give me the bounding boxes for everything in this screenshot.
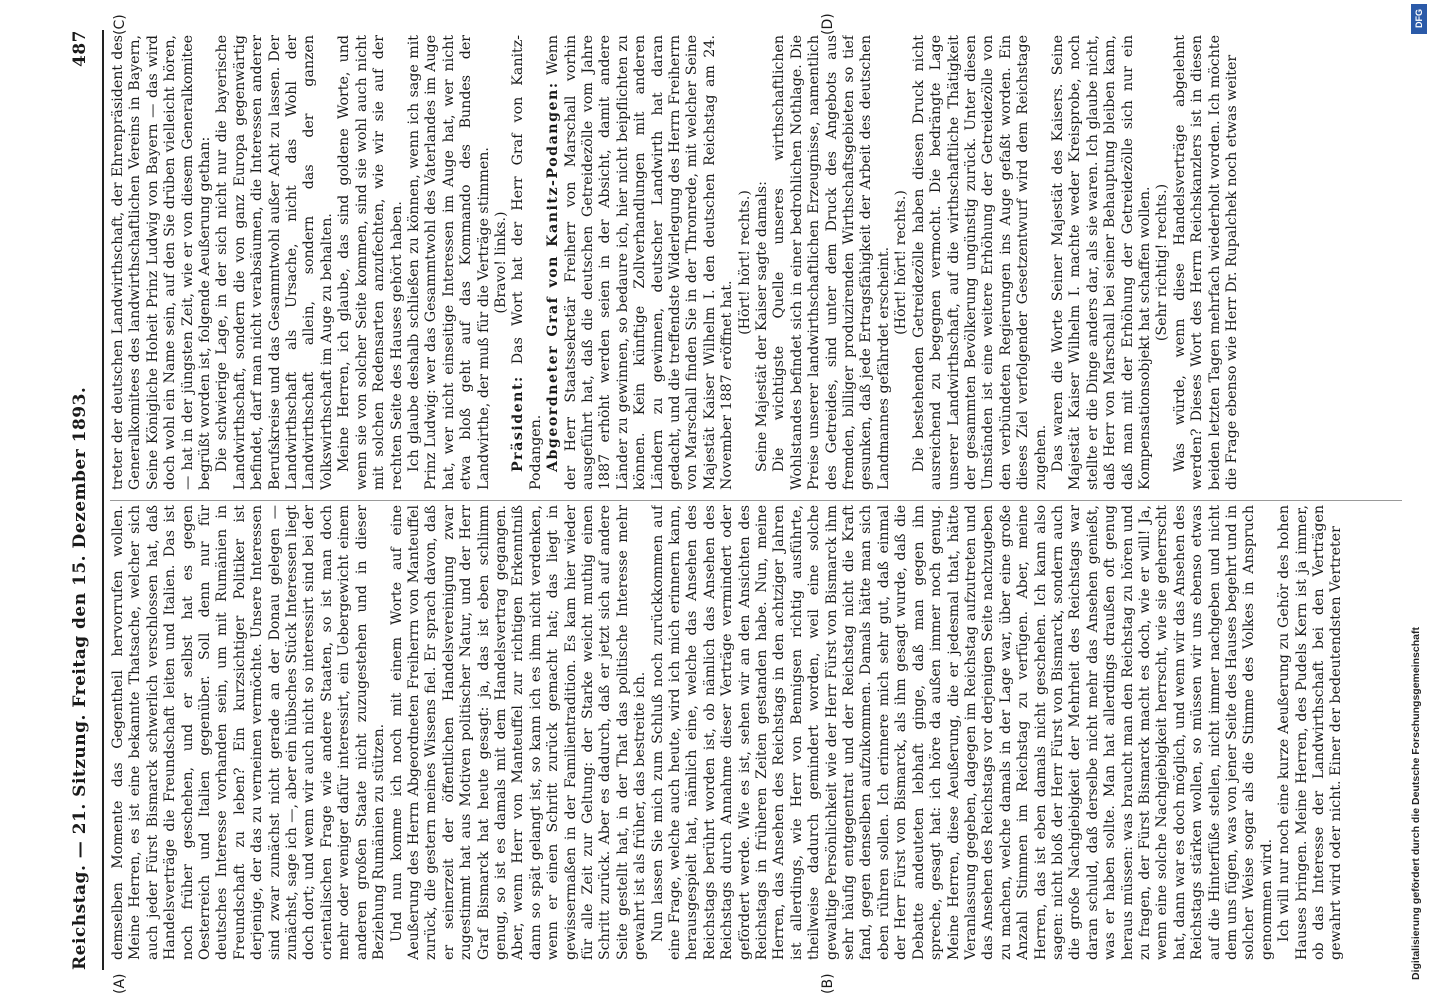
paragraph: treter der deutschen Landwirthschaft, der Ehrenpräsident des Generalkomitees des landwirthschaftlichen Vereins in Bayern, Seine Königliche Hoheit Prinz Ludwig von Bayern — das wird doch wohl ein Name sein, auf den Sie drüben vielleicht hören, — hat in der jüngsten Zeit, wie er von diesem Generalkomitee begrüßt worden ist, folgende Aeußerung gethan: [110,35,214,490]
paragraph: Was würde, wenn diese Handelsverträge abgelehnt werden? Dieses Wort des Herrn Reichskanzlers ist in diesen beiden letzten Tagen mehrfach wiederholt worden. Ich möchte die Frage ebenso wie Herr Dr. Rupalchek noch etwas weiter [1171,35,1240,490]
digitization-credit-strip [1406,0,1432,1000]
quoted-paragraph: Die bestehenden Getreidezölle haben diesen Druck nicht ausreichend zu begegnen vermocht. Die bedrängte Lage unserer Landwirthschaft, auf die wirthschaftliche Thätigkeit der gesammten Bevölkerung ungünstig zurück. Unter diesen Umständen ist eine weitere Erhöhung der Getreidezölle von den verbündeten Regierungen ins Auge gefaßt worden. Ein dieses Ziel verfolgender Gesetzentwurf wird dem Reichstage zugehen. [910,35,1049,490]
page-number: 487 [70,30,90,67]
right-text-column [110,35,1402,490]
running-header [70,30,100,970]
margin-letter-b: (B) [820,973,836,994]
margin-letter-c: (C) [112,14,128,35]
interjection: (Sehr richtig! rechts.) [1154,183,1171,342]
speaker-label: Präsident: [510,375,527,472]
paragraph: Ich will nur noch eine kurze Aeußerung zu Gehör des hohen Hauses bringen. Meine Herren, des Pudels Kern ist ja immer, ob das Interesse der Landwirthschaft bei den Verträgen gewahrt wird oder nicht. Einer der bedeutendsten Vertreter [1276,505,1345,960]
speaker-paragraph [510,35,545,490]
speaker-text: Das Wort hat der Herr Graf von Kanitz-Podangen. [510,35,544,490]
margin-letter-a: (A) [112,973,128,994]
paragraph: demselben Momente das Gegentheil hervorrufen wollen. Meine Herren, es ist eine bekannte Thatsache, welcher sich auch jeder Fürst Bismarck schwerlich verschlossen hat, daß Handelsverträge die Freundschaft leiten und Italien. Das ist noch früher geschehen, und er selbst hat es gegen Oesterreich und Italien gegenüber. Soll denn nur für deutsches Interesse vorhanden sein, um mit Rumänien in Freundschaft zu leben? Ein kurzsichtiger Politiker ist derjenige, der das zu verneinen vermöchte. Unsere Interessen sind zwar zunächst nicht gerade an der Donau gelegen — zunächst, sage ich —, aber ein hübsches Stück Interessen liegt doch dort; und wenn wir auch nicht so interessirt sind bei der orientalischen Frage wie andere Staaten, so ist man doch mehr oder weniger dafür interessirt, ein Uebergewicht einem anderen großen Staate nicht zuzugestehen und in dieser Beziehung Rumänien zu stützen. [110,505,388,960]
left-text-column [110,505,1402,960]
speaker-label: Abgeordneter Graf von Kanitz-Podangen: [545,81,562,472]
margin-letter-d: (D) [820,13,836,35]
quoted-paragraph: Die wichtigste Quelle unseres wirthschaftlichen Wohlstandes befindet sich in einer bedrohlichen Nothlage. Die Preise unserer landwirthschaftlichen Erzeugnisse, namentlich des Getreides, sind unter dem Druck des Angebots aus fremden, billiger produzirenden Wirthschaftsgebieten so tief gesunken, daß jede Ertragsfähigkeit der Arbeit des deutschen Landmannes gefährdet erscheint. [771,35,892,490]
interjection: (Hört! hört! rechts.) [736,190,753,335]
header-rule [102,30,104,970]
column-divider [110,500,1402,501]
quoted-paragraph: Die schwierige Lage, in der sich nicht nur die bayerische Landwirthschaft, sondern die von ganz Europa gegenwärtig befindet, darf man nicht verabsäumen, die Interessen anderer Berufskreise und das Gesammtwohl außer Acht zu lassen. Der Landwirthschaft als Ursache, nicht das Wohl der Landwirthschaft allein, sondern das der ganzen Volkswirthschaft im Auge zu behalten. [214,35,335,490]
paragraph: Seine Majestät der Kaiser sagte damals: [754,181,771,472]
interjection: (Hört! hört! rechts.) [893,190,910,335]
speaker-paragraph [545,35,736,490]
digitization-credit: Digitalisierung gefördert durch die Deutsche Forschungsgemeinschaft [1410,627,1422,980]
paragraph: Und nun komme ich noch mit einem Worte auf eine Aeußerung des Herrn Abgeordneten Freiherrn von Manteuffel zurück, die gestern meines Wissens fiel. Er sprach davon, daß er seinerzeit der öffentlichen Handelsvereinigung zwar zugestimmt hat aus Motiven politischer Natur, und der Herr Graf Bismarck hat heute gesagt: ja, das ist eben schlimm genug, so ist es damals mit dem Handelsvertrag gegangen. Aber, wenn Herr von Manteuffel zur richtigen Erkenntniß dann so spät gelangt ist, so kann ich es ihm nicht verdenken, wenn er einen Schritt zurück gemacht hat; das liegt in gewissermaßen in der Familientradition. Es kam hier wieder für alle Zeit zur Geltung: der Starke weicht muthig einen Schritt zurück. Aber es dadurch, daß er jetzt sich auf andere Seite gestellt hat, in der That das politische Interesse mehr gewahrt ist als früher, das bestreite ich. [388,505,649,960]
paragraph: Nun lassen Sie mich zum Schluß noch zurückkommen auf eine Frage, welche auch heute, wird ich mich erinnern kann, herausgespielt hat, nämlich eine, welche das Ansehen des Reichstags berührt worden ist, ob nämlich das Ansehen des Reichstags durch Annahme dieser Verträge vermindert oder gefördert werde. Wie es ist, sehen wir an den Ansichten des Reichstags in früheren Zeiten gestanden habe. Nun, meine Herren, das Ansehen des Reichstags in den achtziger Jahren ist allerdings, wie Herr von Bennigsen richtig ausführte, theilweise dadurch gemindert worden, weil eine solche gewaltige Persönlichkeit wie der Herr Fürst von Bismarck ihm sehr häufig entgegentrat und der Reichstag nicht die Kraft fand, gegen denselben aufzukommen. Damals hätte man sich eben rühren sollen. Ich erinnere mich sehr gut, daß einmal der Herr Fürst von Bismarck, als ihm gesagt wurde, daß die Debatte andeuteten lebhaft ginge, daß man gegen ihn spreche, gesagt hat: ich höre da außen immer noch genug. Meine Herren, diese Aeußerung, die er jedesmal that, hätte Veranlassung gegeben, dagegen im Reichstag aufzutreten und das Ansehen des Reichstags vor derjenigen Seite nachzugeben zu machen, welche damals in der Lage war, über eine große Anzahl Stimmen im Reichstag zu verfügen. Aber, meine Herren, das ist eben damals nicht geschehen. Ich kann also sagen: nicht bloß der Herr Fürst von Bismarck, sondern auch die große Nachgiebigkeit der Mehrheit des Reichstags war daran schuld, daß derselbe nicht mehr das Ansehen genießt, was er haben sollte. Man hat allerdings draußen oft genug heraus müssen: was braucht man den Reichstag zu hören und zu fragen, der Fürst Bismarck macht es doch, wie er will! Ja, wenn eine solche Nachgiebigkeit herrscht, wie sie geherrscht hat, dann war es doch möglich, und wenn wir das Ansehen des Reichstags stärken wollen, so müssen wir uns ebenso etwas auf die Hinterfüße stellen, nicht immer nachgeben und nicht dem uns fügen, was von jener Seite des Hauses begehrt und in solcher Weise sogar als die Stimme des Volkes in Anspruch genommen wird. [649,505,1275,960]
paragraph: Ich glaube deshalb schließen zu können, wenn ich sage mit Prinz Ludwig: wer das Gesammtwohl des Vaterlandes im Auge hat, wer nicht einseitige Interessen im Auge hat, wer nicht etwa bloß geht auf das Kommando des Bundes der Landwirthe, der muß für die Verträge stimmen. [405,35,492,490]
interjection: (Bravo! links.) [492,211,509,314]
speaker-text: Wenn der Herr Staatssekretär Freiherr von Marschall vorhin ausgeführt hat, daß die deutschen Getreidezölle vom Jahre 1887 erhöht werden seien in der Absicht, damit andere Länder zu gewinnen, so bedaure ich, hier nicht beipflichten zu können. Kein künftige Zollverhandlungen mit anderen Ländern zu gewinnen, deutscher Landwirth hat daran gedacht, und die treffendste Widerlegung des Herrn Freiherrn von Marschall finden Sie in der Thronrede, mit welcher Seine Majestät Kaiser Wilhelm I. den deutschen Reichstag am 24. November 1887 eröffnet hat. [545,35,736,490]
dfg-logo: DFG [1411,4,1427,34]
paragraph: Das waren die Worte Seiner Majestät des Kaisers. Seine Majestät Kaiser Wilhelm I. machte weder Kreisprobe, noch stellte er die Dinge anders dar, als sie waren. Ich glaube nicht, daß Herr von Marschall bei seiner Behauptung bleiben kann, daß man mit der Erhöhung der Getreidezölle sich nur ein Kompensationsobjekt hat schaffen wollen. [1049,35,1153,490]
header-title: Reichstag. — 21. Sitzung. Freitag den 15. Dezember 1893. [70,386,90,970]
paragraph: Meine Herren, ich glaube, das sind goldene Worte, und wenn sie von solcher Seite kommen, sind sie wohl auch nicht mit solchen Redensarten anzufechten, wie wir sie auf der rechten Seite des Hauses gehört haben. [336,35,405,490]
